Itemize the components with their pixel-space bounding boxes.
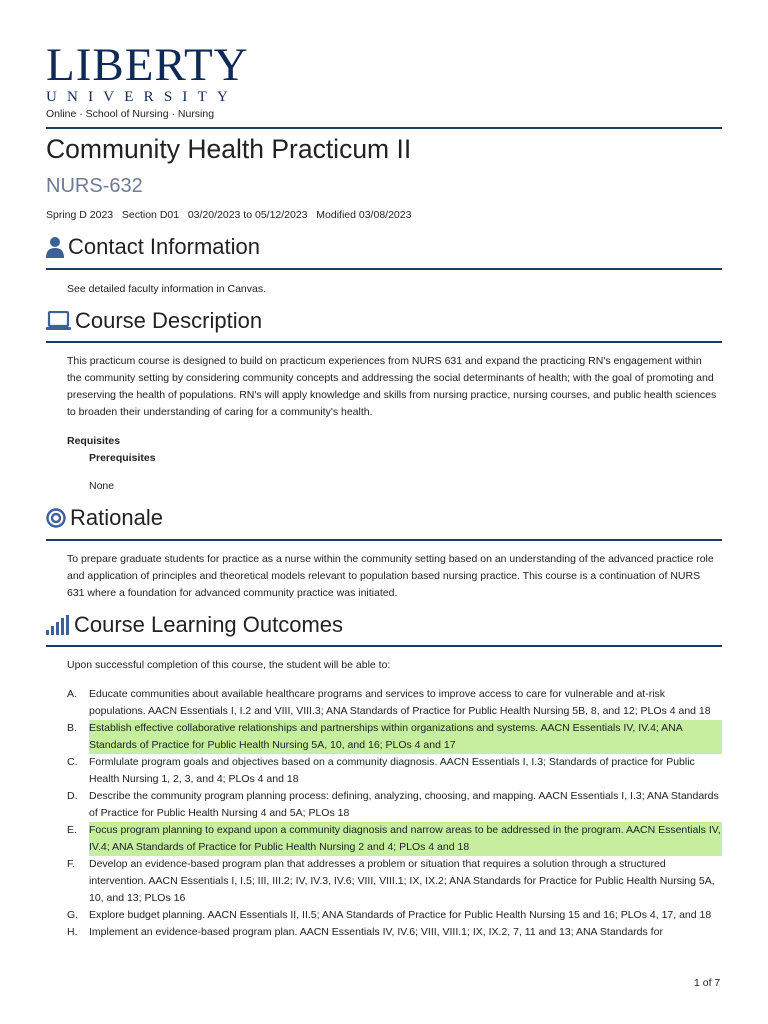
list-marker: D.	[67, 790, 78, 802]
person-icon	[46, 236, 64, 258]
list-item	[67, 720, 722, 754]
list-item	[67, 907, 722, 924]
rationale-divider	[46, 539, 722, 541]
logo-wordmark: LIBERTY	[46, 39, 249, 91]
logo-subtitle: UNIVERSITY	[46, 89, 238, 105]
list-item	[67, 856, 722, 907]
target-icon	[46, 508, 66, 528]
list-marker: E.	[67, 824, 77, 836]
list-marker: C.	[67, 756, 78, 768]
requisites-label: Requisites	[67, 435, 121, 447]
bar-chart-icon	[46, 615, 70, 635]
description-divider	[46, 341, 722, 343]
prerequisites-value: None	[89, 480, 115, 492]
outcomes-intro: Upon successful completion of this course, the student will be able to:	[67, 659, 391, 671]
description-heading-label: Course Description	[75, 308, 263, 333]
list-marker: H.	[67, 926, 78, 938]
contact-divider	[46, 268, 722, 270]
list-item	[67, 788, 722, 822]
outcomes-heading-label: Course Learning Outcomes	[74, 612, 344, 637]
contact-heading	[46, 234, 260, 260]
list-item	[67, 686, 722, 720]
liberty-logo	[46, 39, 249, 105]
breadcrumb: Online · School of Nursing · Nursing	[46, 108, 215, 120]
list-item-text: Develop an evidence-based program plan that addresses a problem or situation that requires a solution through a structured intervention. AACN Essentials I, I.5; III, III.2; IV, IV.3, IV.6; VIII, VIII.1; IX, IX.2; ANA Standards for Practice for Public Health Nursing 5A, 10, and 13; PLOs 16	[89, 858, 715, 904]
list-item-text: Formlulate program goals and objectives based on a community diagnosis. AACN Essentials I, I.3; Standards of practice for Public Health Nursing 1, 2, 3, and 4; PLOs 4 and 18	[89, 756, 695, 785]
laptop-icon	[46, 311, 71, 331]
list-item	[67, 822, 722, 856]
list-marker: G.	[67, 909, 79, 921]
description-text: This practicum course is designed to build on practicum experiences from NURS 631 and expand the practicing RN's engagement within the community setting by considering community concepts and addressing the social determinants of health; with the goal of promoting and preserving the health of populations. RN's will apply knowledge and skills from nursing practice, nursing courses, and public health sciences to broaden their understanding of caring for a community's health.	[67, 355, 717, 418]
list-marker: A.	[67, 688, 77, 700]
list-marker: B.	[67, 722, 77, 734]
list-item-text-highlighted: Establish effective collaborative relationships and partnerships within organizations and systems. AACN Essentials IV, IV.4; ANA Standards of Practice for Public Health Nursing 5A, 10, and 16; PLOs 4 and 17	[89, 720, 722, 754]
page-title: Community Health Practicum II	[46, 134, 412, 164]
list-item	[67, 924, 722, 941]
list-item-text: Educate communities about available healthcare programs and services to improve access to care for vulnerable and at-risk populations. AACN Essentials I, I.2 and VIII, VIII.3; ANA Standards of Practice for Public Health Nursing 5B, 8, and 12; PLOs 4 and 18	[89, 688, 711, 717]
list-item-text: Explore budget planning. AACN Essentials II, II.5; ANA Standards of Practice for Public Health Nursing 15 and 16; PLOs 4, 17, and 18	[89, 909, 712, 921]
outcomes-list	[67, 686, 722, 941]
list-item-text: Implement an evidence-based program plan. AACN Essentials IV, IV.6; VIII, VIII.1; IX, IX.2, 7, 11 and 13; ANA Standards for	[89, 926, 663, 938]
outcomes-divider	[46, 645, 722, 647]
header-divider	[46, 127, 722, 129]
prerequisites-label: Prerequisites	[89, 452, 156, 464]
page-number: 1 of 7	[694, 977, 721, 989]
rationale-heading	[46, 505, 163, 531]
list-item-text: Describe the community program planning process: defining, analyzing, choosing, and mapping. AACN Essentials I, I.3; ANA Standards of Practice for Public Health Nursing 4 and 5A; PLOs 18	[89, 790, 719, 819]
course-meta: Spring D 2023 Section D01 03/20/2023 to 05/12/2023 Modified 03/08/2023	[46, 209, 412, 221]
rationale-text: To prepare graduate students for practice as a nurse within the community setting based on an understanding of the advanced practice role and application of principles and theoretical models relevant to population based nursing practice. This course is a continuation of NURS 631 where a foundation for advanced community practice was initiated.	[67, 553, 714, 599]
course-code: NURS-632	[46, 175, 143, 197]
rationale-heading-label: Rationale	[70, 505, 163, 530]
description-heading	[46, 308, 262, 334]
list-marker: F.	[67, 858, 76, 870]
list-item	[67, 754, 722, 788]
contact-text: See detailed faculty information in Canvas.	[67, 283, 267, 295]
list-item-text-highlighted: Focus program planning to expand upon a community diagnosis and narrow areas to be addressed in the program. AACN Essentials IV, IV.4; ANA Standards of Practice for Public Health Nursing 2 and 4; PLOs 4 and 18	[89, 822, 722, 856]
outcomes-heading	[46, 612, 343, 638]
contact-heading-label: Contact Information	[68, 234, 260, 259]
